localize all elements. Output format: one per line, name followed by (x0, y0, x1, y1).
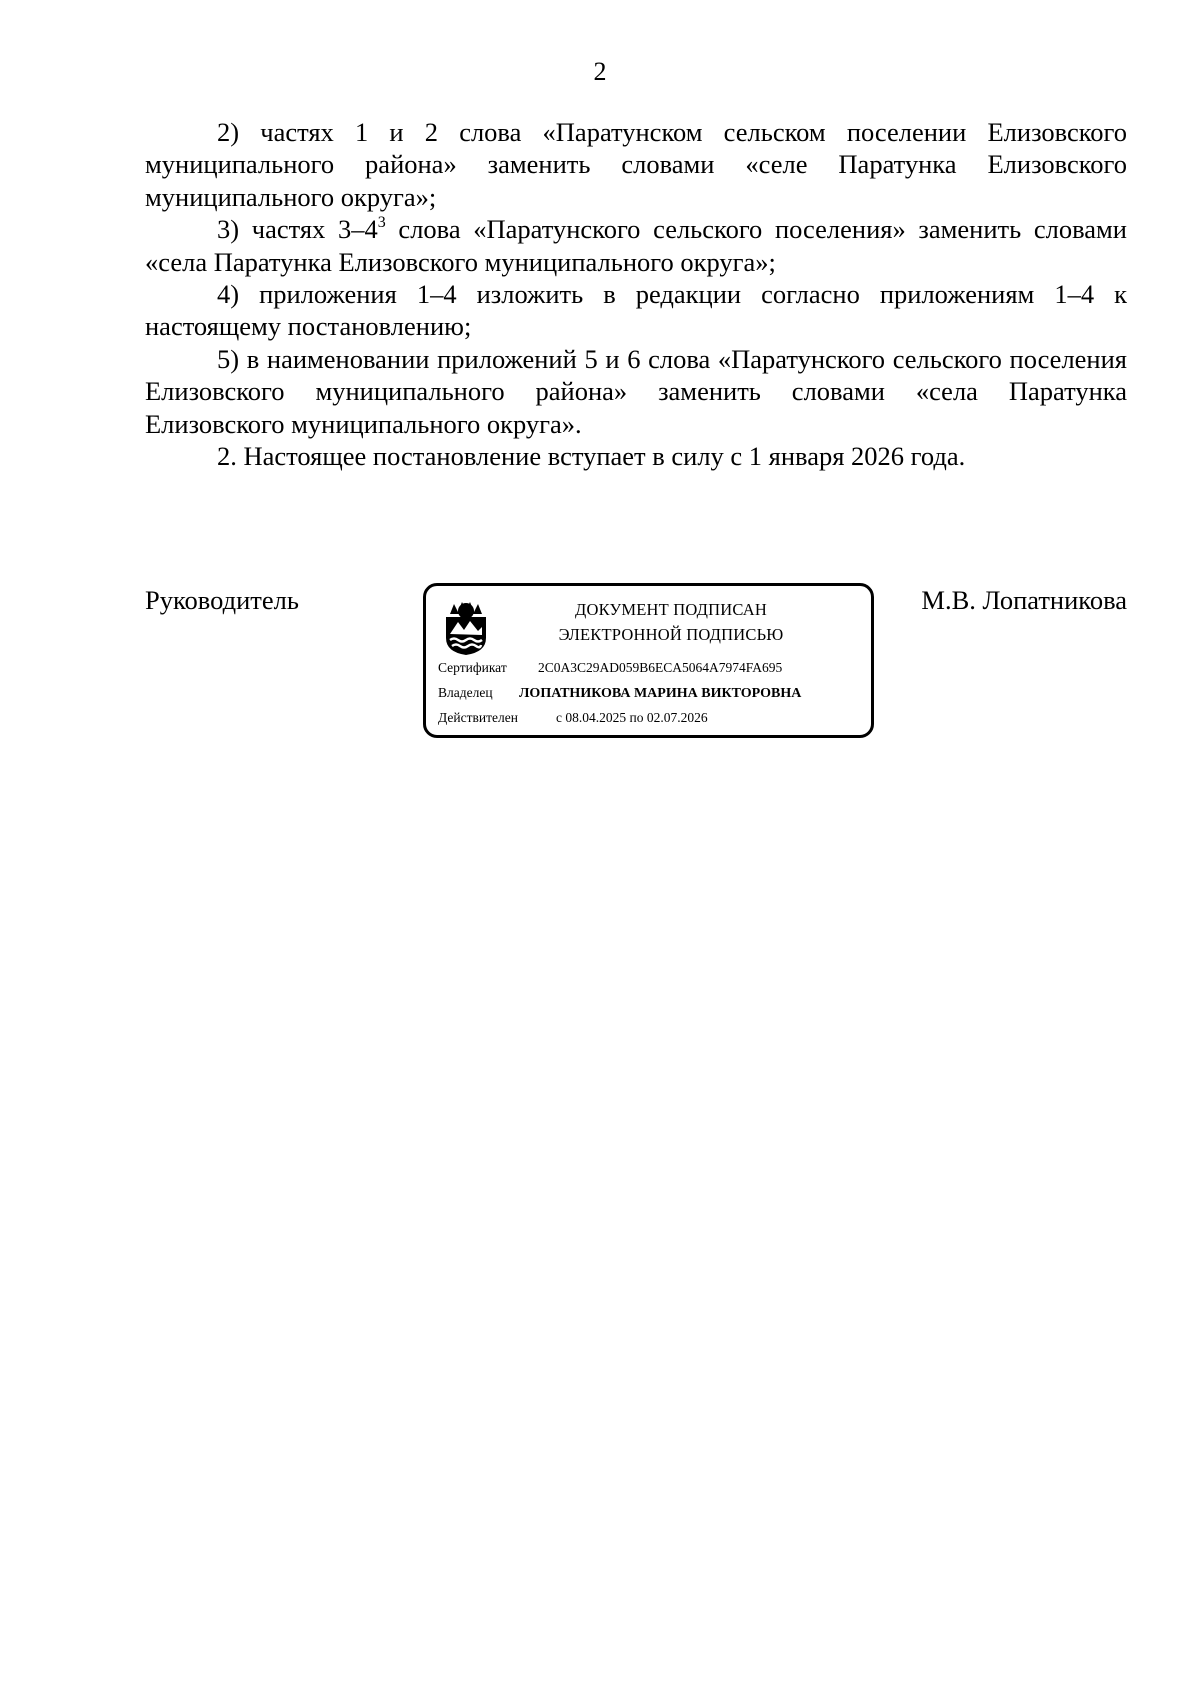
electronic-signature-stamp (423, 583, 874, 738)
paragraph-item-5: 5) в наименовании приложений 5 и 6 слова «Паратунского сельского поселения Елизовского муниципального района» заменить словами «села Паратунка Елизовского муниципального округа». (145, 343, 1127, 439)
validity-from-prefix: с (556, 710, 562, 725)
paragraph-item-3-start: 3) частях 3–4 (217, 214, 378, 245)
signer-position: Руководитель (145, 585, 299, 615)
owner-label: Владелец (438, 685, 493, 700)
stamp-heading-line1: ДОКУМЕНТ ПОДПИСАН (575, 600, 767, 619)
paragraph-item-3 (145, 213, 1127, 278)
paragraph-item-2: 2) частях 1 и 2 слова «Паратунском сельском поселении Елизовского муниципального района» заменить словами «селе Паратунка Елизовского муниципального округа»; (145, 117, 1127, 212)
validity-to-date: 02.07.2026 (646, 710, 708, 725)
certificate-row (438, 659, 782, 677)
validity-row (438, 709, 708, 727)
paragraph-item-3-rest: слова «Паратунского сельского поселения» заменить словами «села Паратунка Елизовского муниципального округа»; (145, 214, 1127, 277)
regional-coat-of-arms-icon (440, 600, 492, 656)
owner-row (438, 684, 801, 703)
paragraph-item-4: 4) приложения 1–4 изложить в редакции согласно приложениям 1–4 к настоящему постановлению; (145, 279, 1127, 342)
document-body (145, 116, 1127, 472)
superscript-index: 3 (377, 214, 386, 232)
page-number: 2 (593, 57, 607, 86)
stamp-heading-line2: ЭЛЕКТРОННОЙ ПОДПИСЬЮ (558, 625, 784, 644)
certificate-label: Сертификат (438, 660, 507, 675)
owner-name: ЛОПАТНИКОВА МАРИНА ВИКТОРОВНА (519, 686, 802, 701)
stamp-heading (516, 597, 826, 647)
validity-from-date: 08.04.2025 (565, 710, 627, 725)
paragraph-effective-date: 2. Настоящее постановление вступает в силу с 1 января 2026 года. (217, 441, 966, 472)
signer-name: М.В. Лопатникова (921, 585, 1127, 615)
validity-label: Действителен (438, 710, 518, 725)
certificate-number: 2C0A3C29AD059B6ECA5064A7974FA695 (538, 660, 783, 675)
validity-to-prefix: по (629, 710, 644, 725)
